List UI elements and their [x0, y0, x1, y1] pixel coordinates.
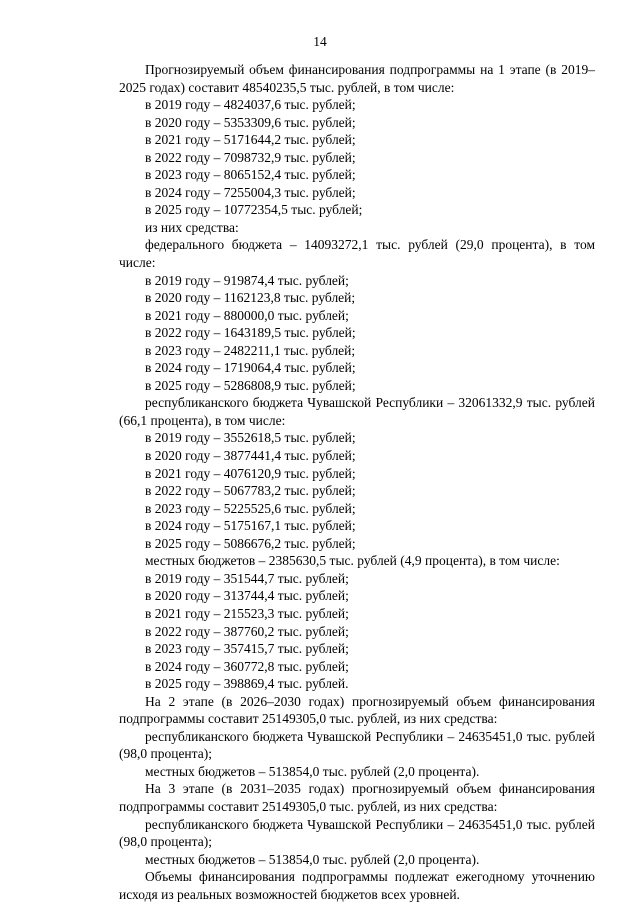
paragraph: в 2021 году – 4076120,9 тыс. рублей;	[145, 465, 356, 481]
paragraph: в 2022 году – 1643189,5 тыс. рублей;	[145, 325, 356, 341]
paragraph: в 2024 году – 7255004,3 тыс. рублей;	[145, 184, 356, 200]
paragraph: в 2025 году – 5286808,9 тыс. рублей;	[145, 377, 356, 393]
paragraph: местных бюджетов – 2385630,5 тыс. рублей (4,9 процента), в том числе:	[145, 553, 560, 569]
paragraph: в 2019 году – 3552618,5 тыс. рублей;	[145, 430, 356, 446]
paragraph: в 2023 году – 5225525,6 тыс. рублей;	[145, 500, 356, 516]
paragraph: в 2024 году – 5175167,1 тыс. рублей;	[145, 518, 356, 534]
paragraph: в 2022 году – 7098732,9 тыс. рублей;	[145, 149, 356, 165]
paragraph: в 2019 году – 351544,7 тыс. рублей;	[145, 570, 349, 586]
paragraph: Прогнозируемый объем финансирования подпрограммы на 1 этапе (в 2019–2025 годах) составит 48540235,5 тыс. рублей, в том числе:	[119, 62, 595, 95]
paragraph: в 2021 году – 215523,3 тыс. рублей;	[145, 605, 349, 621]
paragraph: местных бюджетов – 513854,0 тыс. рублей (2,0 процента).	[145, 851, 480, 867]
paragraph: в 2023 году – 2482211,1 тыс. рублей;	[145, 342, 356, 358]
paragraph: в 2023 году – 357415,7 тыс. рублей;	[145, 641, 349, 657]
paragraph: в 2022 году – 387760,2 тыс. рублей;	[145, 623, 349, 639]
paragraph: На 3 этапе (в 2031–2035 годах) прогнозируемый объем финансирования подпрограммы составит 25149305,0 тыс. рублей, из них средства:	[119, 781, 595, 814]
paragraph: в 2025 году – 10772354,5 тыс. рублей;	[145, 202, 363, 218]
paragraph: местных бюджетов – 513854,0 тыс. рублей (2,0 процента).	[145, 763, 480, 779]
paragraph: в 2020 году – 3877441,4 тыс. рублей;	[145, 448, 356, 464]
paragraph: На 2 этапе (в 2026–2030 годах) прогнозируемый объем финансирования подпрограммы составит 25149305,0 тыс. рублей, из них средства:	[119, 693, 595, 727]
paragraph: в 2022 году – 5067783,2 тыс. рублей;	[145, 483, 356, 499]
paragraph: в 2020 году – 1162123,8 тыс. рублей;	[145, 290, 356, 306]
paragraph: в 2019 году – 4824037,6 тыс. рублей;	[145, 97, 356, 113]
paragraph: республиканского бюджета Чувашской Республики – 24635451,0 тыс. рублей (98,0 процента);	[119, 816, 595, 850]
paragraph: в 2020 году – 5353309,6 тыс. рублей;	[145, 114, 356, 130]
paragraph: в 2021 году – 5171644,2 тыс. рублей;	[145, 132, 356, 148]
paragraph: Объемы финансирования подпрограммы подлежат ежегодному уточнению исходя из реальных возможностей бюджетов всех уровней.	[119, 869, 595, 902]
paragraph: в 2024 году – 360772,8 тыс. рублей;	[145, 658, 349, 674]
paragraph: в 2020 году – 313744,4 тыс. рублей;	[145, 588, 349, 604]
paragraph: республиканского бюджета Чувашской Республики – 24635451,0 тыс. рублей (98,0 процента);	[119, 728, 595, 762]
paragraph: в 2021 году – 880000,0 тыс. рублей;	[145, 307, 349, 323]
paragraph: в 2019 году – 919874,4 тыс. рублей;	[145, 272, 349, 288]
paragraph: республиканского бюджета Чувашской Республики – 32061332,9 тыс. рублей (66,1 процента), в том числе:	[119, 395, 595, 428]
paragraph: в 2025 году – 5086676,2 тыс. рублей;	[145, 535, 356, 551]
document-body	[119, 61, 595, 903]
paragraph: из них средства:	[145, 219, 239, 235]
page-number: 14	[313, 34, 327, 49]
paragraph: в 2023 году – 8065152,4 тыс. рублей;	[145, 167, 356, 183]
paragraph: федерального бюджета – 14093272,1 тыс. рублей (29,0 процента), в том числе:	[119, 237, 595, 271]
paragraph: в 2025 году – 398869,4 тыс. рублей.	[145, 676, 349, 692]
paragraph: в 2024 году – 1719064,4 тыс. рублей;	[145, 360, 356, 376]
